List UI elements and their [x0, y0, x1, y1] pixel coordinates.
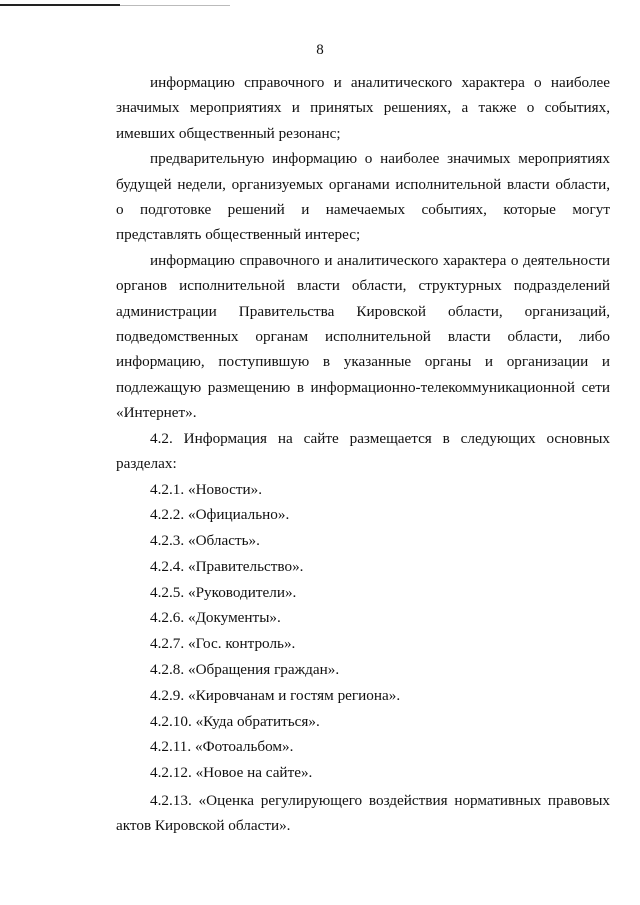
document-body — [116, 70, 610, 839]
list-item: 4.2.8. «Обращения граждан». — [150, 661, 340, 679]
list-item: 4.2.2. «Официально». — [150, 506, 290, 524]
paragraph-preliminary-info: предварительную информацию о наиболее значимых мероприятиях будущей недели, организуемых органами исполнительной власти области, о подготовке решений и намечаемых событиях, которые могут представлять общественный интерес; — [116, 150, 610, 244]
paragraph-activity-info: информацию справочного и аналитического характера о деятельности органов исполнительной власти области, структурных подразделений администрации Правительства Кировской области, организаций, подведомственных органам исполнительной власти области, либо информацию, поступившую в указанные органы и организации и подлежащую размещению в информационно-телекоммуникационной сети «Интернет». — [116, 251, 610, 422]
list-item: 4.2.7. «Гос. контроль». — [150, 635, 296, 653]
paragraph-reference-info: информацию справочного и аналитического характера о наиболее значимых мероприятиях и принятых решениях, а также о событиях, имевших общественный резонанс; — [116, 74, 610, 142]
list-item: 4.2.4. «Правительство». — [150, 557, 304, 575]
list-item: 4.2.1. «Новости». — [150, 480, 263, 498]
paragraph-regulatory-assessment: 4.2.13. «Оценка регулирующего воздействия нормативных правовых актов Кировской области». — [116, 792, 610, 835]
paragraph-site-sections-intro: 4.2. Информация на сайте размещается в следующих основных разделах: — [116, 429, 610, 473]
list-item: 4.2.11. «Фотоальбом». — [150, 738, 294, 756]
list-item: 4.2.12. «Новое на сайте». — [150, 764, 313, 782]
list-item: 4.2.5. «Руководители». — [150, 583, 297, 601]
list-item: 4.2.6. «Документы». — [150, 609, 281, 627]
list-item: 4.2.10. «Куда обратиться». — [150, 712, 320, 730]
list-item: 4.2.3. «Область». — [150, 532, 260, 550]
list-item: 4.2.9. «Кировчанам и гостям региона». — [150, 686, 401, 704]
scan-top-line-faint — [120, 5, 230, 6]
site-sections-list — [116, 477, 610, 787]
page-number: 8 — [316, 42, 324, 58]
scan-top-line — [0, 4, 120, 6]
